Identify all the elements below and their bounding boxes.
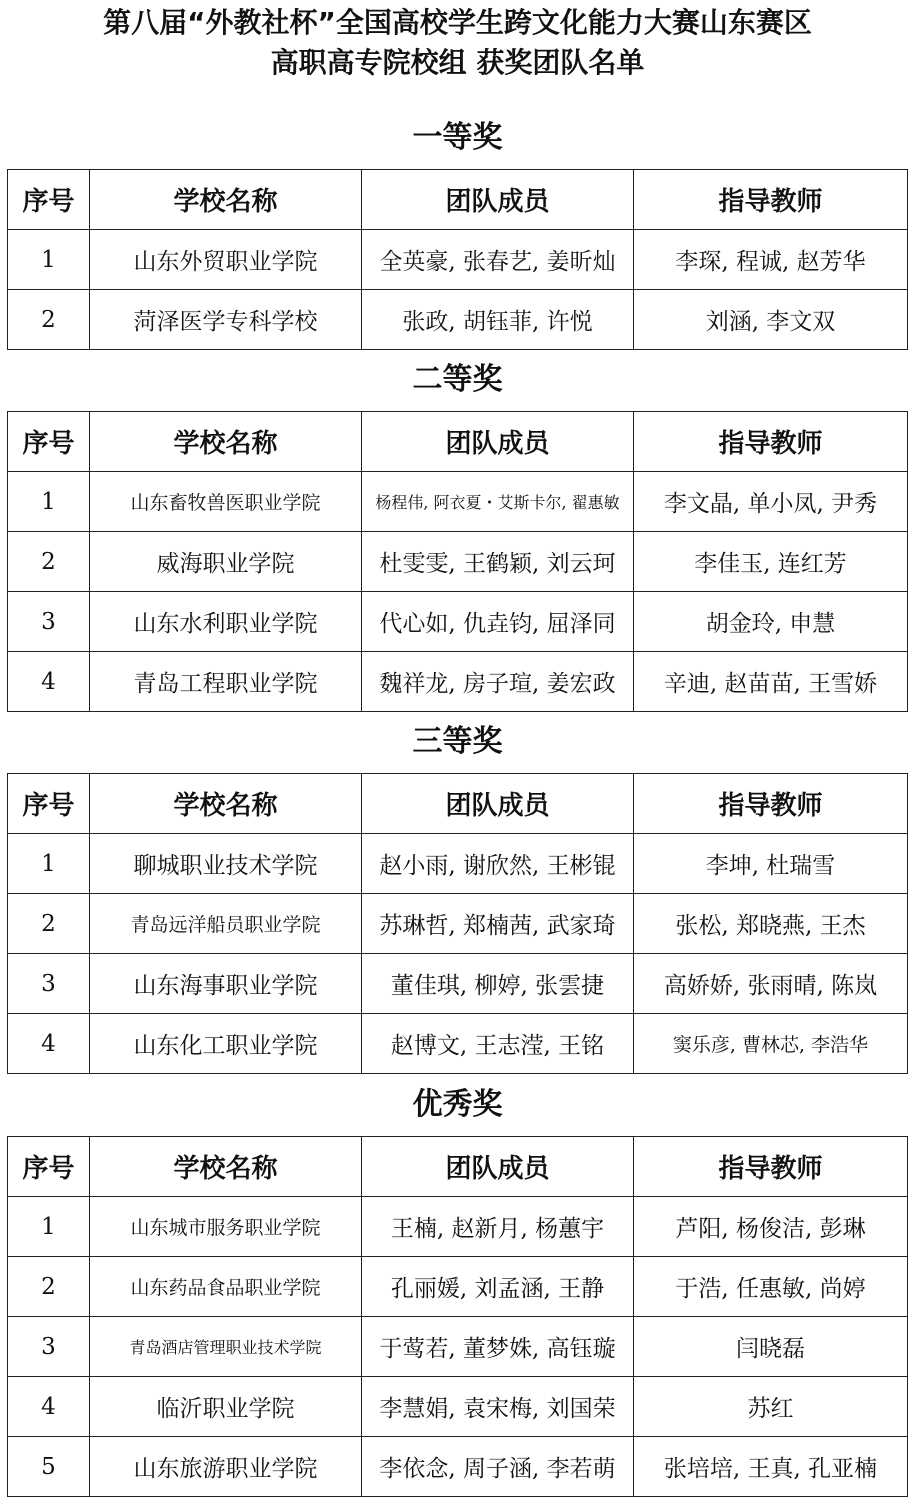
document-title-line-1: 第八届“外教社杯”全国高校学生跨文化能力大赛山东赛区 (103, 6, 812, 39)
table-row (8, 472, 908, 532)
cell-index: 3 (8, 954, 90, 1014)
cell-members: 李慧娟, 袁宋梅, 刘国荣 (362, 1377, 634, 1437)
first-prize-table (7, 169, 908, 350)
table-row (8, 290, 908, 350)
cell-members: 于莺若, 董梦姝, 高钰璇 (362, 1317, 634, 1377)
table-row (8, 894, 908, 954)
cell-advisors: 张培培, 王真, 孔亚楠 (634, 1437, 908, 1497)
header-index: 序号 (8, 774, 90, 834)
cell-index: 1 (8, 1197, 90, 1257)
header-members: 团队成员 (362, 170, 634, 230)
cell-school: 山东外贸职业学院 (90, 230, 362, 290)
cell-advisors: 李文晶, 单小凤, 尹秀 (634, 472, 908, 532)
document-title-line-2: 高职高专院校组 获奖团队名单 (270, 46, 645, 79)
section-heading-second-prize: 二等奖 (412, 362, 503, 397)
cell-advisors: 苏红 (634, 1377, 908, 1437)
cell-advisors: 芦阳, 杨俊洁, 彭琳 (634, 1197, 908, 1257)
table-row (8, 1014, 908, 1074)
header-school: 学校名称 (90, 774, 362, 834)
cell-school: 聊城职业技术学院 (90, 834, 362, 894)
cell-members: 苏琳哲, 郑楠茜, 武家琦 (362, 894, 634, 954)
cell-advisors: 窦乐彦, 曹林芯, 李浩华 (634, 1014, 908, 1074)
second-prize-table (7, 411, 908, 712)
cell-members: 魏祥龙, 房子瑄, 姜宏政 (362, 652, 634, 712)
cell-school: 山东化工职业学院 (90, 1014, 362, 1074)
section-heading-excellence-prize: 优秀奖 (412, 1087, 503, 1122)
cell-advisors: 李坤, 杜瑞雪 (634, 834, 908, 894)
cell-members: 董佳琪, 柳婷, 张雲捷 (362, 954, 634, 1014)
header-advisors: 指导教师 (634, 170, 908, 230)
cell-school: 青岛远洋船员职业学院 (90, 894, 362, 954)
cell-members: 孔丽媛, 刘孟涵, 王静 (362, 1257, 634, 1317)
table-row (8, 230, 908, 290)
cell-index: 4 (8, 1377, 90, 1437)
excellence-prize-table (7, 1136, 908, 1497)
table-row (8, 1317, 908, 1377)
cell-school: 威海职业学院 (90, 532, 362, 592)
cell-school: 山东旅游职业学院 (90, 1437, 362, 1497)
cell-index: 1 (8, 472, 90, 532)
third-prize-table (7, 773, 908, 1074)
section-heading-third-prize: 三等奖 (412, 724, 503, 759)
cell-index: 2 (8, 290, 90, 350)
cell-school: 青岛酒店管理职业技术学院 (90, 1317, 362, 1377)
header-members: 团队成员 (362, 412, 634, 472)
cell-school: 临沂职业学院 (90, 1377, 362, 1437)
table-row (8, 1197, 908, 1257)
table-row (8, 532, 908, 592)
header-index: 序号 (8, 170, 90, 230)
cell-members: 王楠, 赵新月, 杨蕙宇 (362, 1197, 634, 1257)
cell-advisors: 高娇娇, 张雨晴, 陈岚 (634, 954, 908, 1014)
cell-advisors: 闫晓磊 (634, 1317, 908, 1377)
table-header-row (8, 412, 908, 472)
table-header-row (8, 774, 908, 834)
header-index: 序号 (8, 412, 90, 472)
cell-members: 赵博文, 王志滢, 王铭 (362, 1014, 634, 1074)
table-row (8, 1257, 908, 1317)
table-row (8, 1437, 908, 1497)
cell-members: 全英豪, 张春艺, 姜昕灿 (362, 230, 634, 290)
cell-members: 杜雯雯, 王鹤颖, 刘云珂 (362, 532, 634, 592)
cell-school: 山东畜牧兽医职业学院 (90, 472, 362, 532)
cell-advisors: 刘涵, 李文双 (634, 290, 908, 350)
cell-index: 4 (8, 1014, 90, 1074)
cell-school: 青岛工程职业学院 (90, 652, 362, 712)
cell-advisors: 李佳玉, 连红芳 (634, 532, 908, 592)
header-advisors: 指导教师 (634, 412, 908, 472)
cell-index: 2 (8, 532, 90, 592)
cell-index: 2 (8, 894, 90, 954)
cell-members: 代心如, 仇垚钧, 屈泽同 (362, 592, 634, 652)
table-row (8, 1377, 908, 1437)
header-advisors: 指导教师 (634, 774, 908, 834)
cell-members: 杨程伟, 阿衣夏・艾斯卡尔, 翟惠敏 (362, 472, 634, 532)
table-row (8, 652, 908, 712)
cell-advisors: 于浩, 任惠敏, 尚婷 (634, 1257, 908, 1317)
cell-index: 5 (8, 1437, 90, 1497)
cell-school: 山东药品食品职业学院 (90, 1257, 362, 1317)
header-school: 学校名称 (90, 170, 362, 230)
cell-index: 4 (8, 652, 90, 712)
cell-index: 3 (8, 1317, 90, 1377)
cell-index: 3 (8, 592, 90, 652)
cell-members: 张政, 胡钰菲, 许悦 (362, 290, 634, 350)
cell-index: 2 (8, 1257, 90, 1317)
cell-school: 山东海事职业学院 (90, 954, 362, 1014)
header-members: 团队成员 (362, 1137, 634, 1197)
header-school: 学校名称 (90, 412, 362, 472)
header-school: 学校名称 (90, 1137, 362, 1197)
cell-school: 山东水利职业学院 (90, 592, 362, 652)
cell-advisors: 辛迪, 赵苗苗, 王雪娇 (634, 652, 908, 712)
table-row (8, 592, 908, 652)
header-index: 序号 (8, 1137, 90, 1197)
cell-advisors: 张松, 郑晓燕, 王杰 (634, 894, 908, 954)
section-heading-first-prize: 一等奖 (412, 120, 503, 155)
table-row (8, 834, 908, 894)
cell-index: 1 (8, 230, 90, 290)
cell-members: 赵小雨, 谢欣然, 王彬锟 (362, 834, 634, 894)
cell-index: 1 (8, 834, 90, 894)
cell-advisors: 李琛, 程诚, 赵芳华 (634, 230, 908, 290)
table-row (8, 954, 908, 1014)
header-advisors: 指导教师 (634, 1137, 908, 1197)
cell-advisors: 胡金玲, 申慧 (634, 592, 908, 652)
cell-school: 菏泽医学专科学校 (90, 290, 362, 350)
header-members: 团队成员 (362, 774, 634, 834)
cell-members: 李依念, 周子涵, 李若萌 (362, 1437, 634, 1497)
table-header-row (8, 170, 908, 230)
cell-school: 山东城市服务职业学院 (90, 1197, 362, 1257)
table-header-row (8, 1137, 908, 1197)
